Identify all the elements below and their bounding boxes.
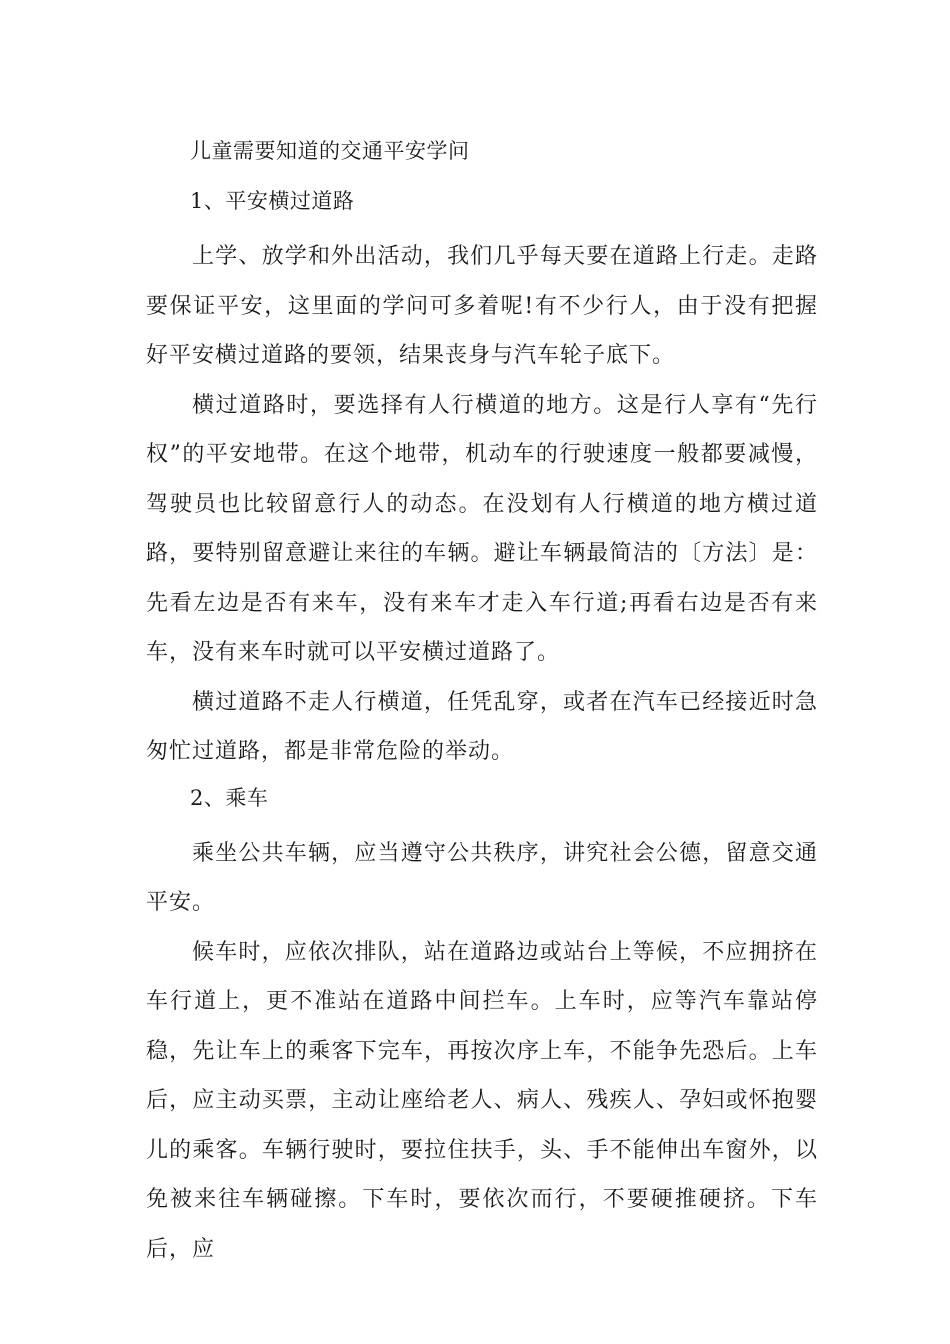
section-heading-crossing-road: 1、平安横过道路: [190, 189, 355, 213]
paragraph-public-transport: 乘坐公共车辆，应当遵守公共秩序，讲究社会公德，留意交通平安。: [146, 840, 818, 915]
paragraph-walking-safety: 上学、放学和外出活动，我们几乎每天要在道路上行走。走路要保证平安，这里面的学问可多着呢!有不少行人，由于没有把握好平安横过道路的要领，结果丧身与汽车轮子底下。: [146, 244, 818, 368]
section-heading-riding: 2、乘车: [190, 785, 269, 810]
document-body: [146, 132, 818, 1274]
document-title: 儿童需要知道的交通平安学问: [190, 139, 470, 163]
paragraph-boarding: 候车时，应依次排队，站在道路边或站台上等候，不应拥挤在车行道上，更不准站在道路中间拦车。上车时，应等汽车靠站停稳，先让车上的乘客下完车，再按次序上车，不能争先恐后。上车后，应主动买票，主动让座给老人、病人、残疾人、孕妇或怀抱婴儿的乘客。车辆行驶时，要拉住扶手，头、手不能伸出车窗外，以免被来往车辆碰擦。下车时，要依次而行，不要硬推硬挤。下车后，应: [146, 939, 818, 1262]
paragraph-crosswalk: 横过道路时，要选择有人行横道的地方。这是行人享有“先行权”的平安地带。在这个地带，机动车的行驶速度一般都要减慢，驾驶员也比较留意行人的动态。在没划有人行横道的地方横过道路，要特别留意避让来往的车辆。避让车辆最简洁的〔方法〕是：先看左边是否有来车，没有来车才走入车行道;再看右边是否有来车，没有来车时就可以平安横过道路了。: [146, 392, 818, 665]
paragraph-danger: 横过道路不走人行横道，任凭乱穿，或者在汽车已经接近时急匆忙过道路，都是非常危险的举动。: [146, 689, 818, 764]
